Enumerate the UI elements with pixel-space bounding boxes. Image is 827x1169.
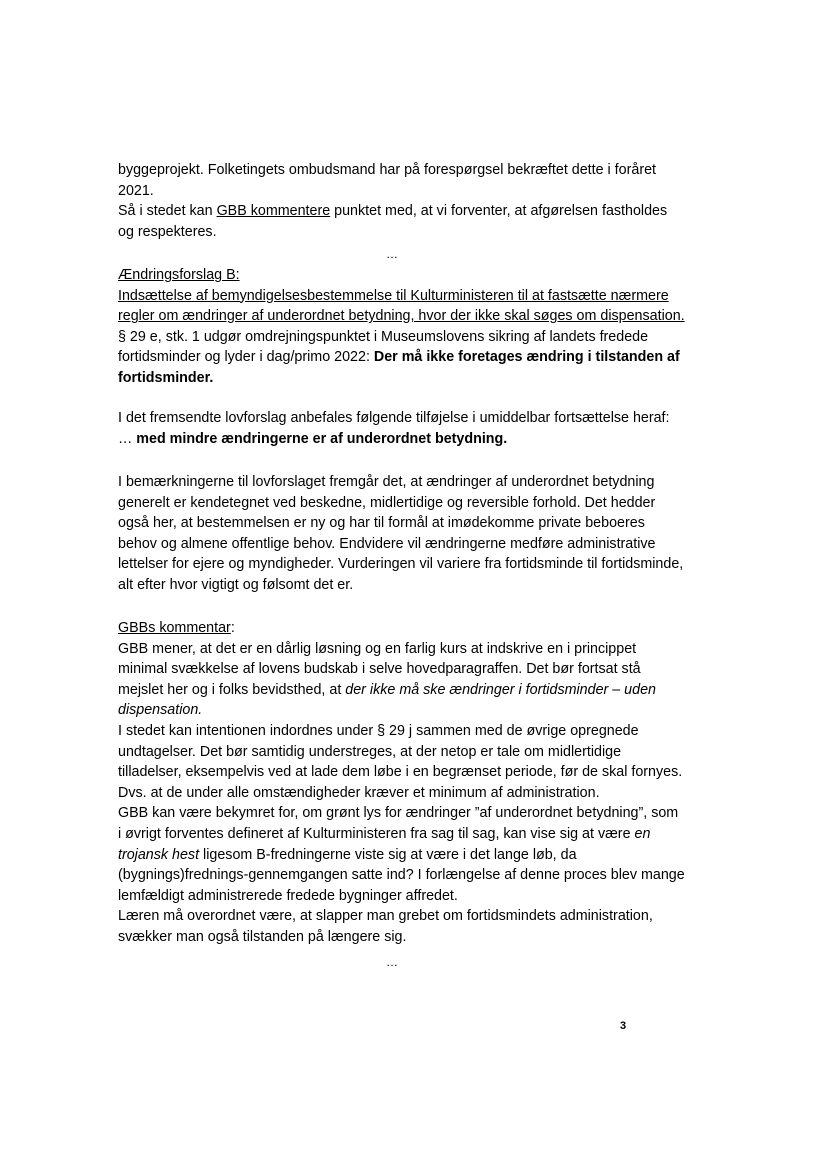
- page-number: 3: [620, 1020, 627, 1032]
- text-line: 2021.: [118, 182, 154, 199]
- section-title-line: Indsættelse af bemyndigelsesbestemmelse til Kulturministeren til at fastsætte nærmere: [118, 287, 669, 304]
- text-line: [118, 845, 678, 866]
- text-line: svækker man også tilstanden på længere sig.: [118, 928, 407, 945]
- section-heading: [118, 618, 678, 639]
- text-line: tilladelser, eksempelvis ved at lade dem løbe i en begrænset periode, før de skal fornyes.: [118, 764, 683, 781]
- text-line: og respekteres.: [118, 223, 217, 240]
- text-span: mejslet her og i folks bevidsthed, at: [118, 681, 346, 698]
- text-span: …: [118, 430, 137, 447]
- text-line: behov og almene offentlige behov. Endvidere vil ændringerne medføre administrative: [118, 535, 656, 552]
- heading-colon: :: [230, 620, 235, 636]
- paragraph-tilfoejelse: [118, 408, 678, 449]
- gbbs-kommentar-section: [118, 618, 685, 948]
- ellipsis: …: [386, 955, 398, 969]
- text-span: ligesom B-fredningerne viste sig at være i det lange løb, da: [199, 846, 577, 863]
- text-line: (bygnings)frednings-gennemgangen satte ind? I forlængelse af denne proces blev mange: [118, 867, 685, 884]
- text-span: punktet med, at vi forventer, at afgørelsen fastholdes: [330, 203, 668, 220]
- ellipsis: …: [386, 247, 398, 261]
- text-line: GBB kan være bekymret for, om grønt lys for ændringer ”af underordnet betydning”, som: [118, 805, 679, 822]
- text-line: lettelser for ejere og myndigheder. Vurderingen vil variere fra fortidsminde til fortidsminde,: [118, 556, 684, 573]
- text-line: generelt er kendetegnet ved beskedne, midlertidige og reversible forhold. Det hedder: [118, 494, 656, 511]
- text-line: [118, 201, 678, 222]
- aendringsforslag-b-section: [118, 265, 685, 389]
- quoted-addition: med mindre ændringerne er af underordnet betydning.: [136, 430, 508, 447]
- emphasis-text: trojansk hest: [118, 846, 200, 863]
- section-title-line: regler om ændringer af underordnet betydning, hvor der ikke skal søges om dispensation.: [118, 308, 685, 325]
- text-line: § 29 e, stk. 1 udgør omdrejningspunktet i Museumslovens sikring af landets fredede: [118, 328, 649, 345]
- heading-text: GBBs kommentar: [118, 620, 231, 636]
- text-line: GBB mener, at det er en dårlig løsning og en farlig kurs at indskrive en i princippet: [118, 640, 637, 657]
- text-line: [118, 680, 678, 701]
- text-line: I stedet kan intentionen indordnes under § 29 j sammen med de øvrige opregnede: [118, 722, 639, 739]
- text-line: også her, at bestemmelsen er ny og har til formål at imødekomme private beboeres: [118, 515, 645, 532]
- paragraph-ombudsmand: [118, 160, 678, 242]
- text-line: Læren må overordnet være, at slapper man grebet om fortidsmindets administration,: [118, 908, 653, 925]
- text-line: undtagelser. Det bør samtidig understreges, at der netop er tale om midlertidige: [118, 743, 622, 760]
- paragraph-bemaerkninger: [118, 472, 684, 596]
- emphasis-text: dispensation.: [118, 702, 203, 719]
- text-span: i øvrigt forventes defineret af Kulturministeren fra sag til sag, kan vise sig at være: [118, 825, 635, 842]
- text-line: I det fremsendte lovforslag anbefales følgende tilføjelse i umiddelbar fortsættelse heraf:: [118, 410, 670, 426]
- emphasis-text: en: [634, 825, 651, 842]
- text-line: Dvs. at de under alle omstændigheder kræver et minimum af administration.: [118, 784, 600, 801]
- text-span: Så i stedet kan: [118, 203, 217, 220]
- text-line: lemfældigt administrerede fredede bygninger affredet.: [118, 887, 458, 904]
- text-line: alt efter hvor vigtigt og følsomt det er.: [118, 576, 354, 593]
- text-line: [118, 429, 678, 450]
- quoted-law-text: fortidsminder.: [118, 369, 214, 386]
- section-heading: Ændringsforslag B:: [118, 267, 240, 283]
- text-span: fortidsminder og lyder i dag/primo 2022:: [118, 349, 374, 366]
- text-line: [118, 824, 678, 845]
- text-line: I bemærkningerne til lovforslaget fremgår det, at ændringer af underordnet betydning: [118, 474, 655, 490]
- emphasis-text: der ikke må ske ændringer i fortidsminder – uden: [345, 681, 656, 698]
- text-line: minimal svækkelse af lovens budskab i selve hovedparagraffen. Det bør fortsat stå: [118, 661, 641, 678]
- text-line: [118, 347, 678, 368]
- text-line: byggeprojekt. Folketingets ombudsmand har på forespørgsel bekræftet dette i foråret: [118, 162, 657, 178]
- gbb-kommentere-link: GBB kommentere: [216, 203, 331, 220]
- quoted-law-text: Der må ikke foretages ændring i tilstanden af: [373, 349, 680, 366]
